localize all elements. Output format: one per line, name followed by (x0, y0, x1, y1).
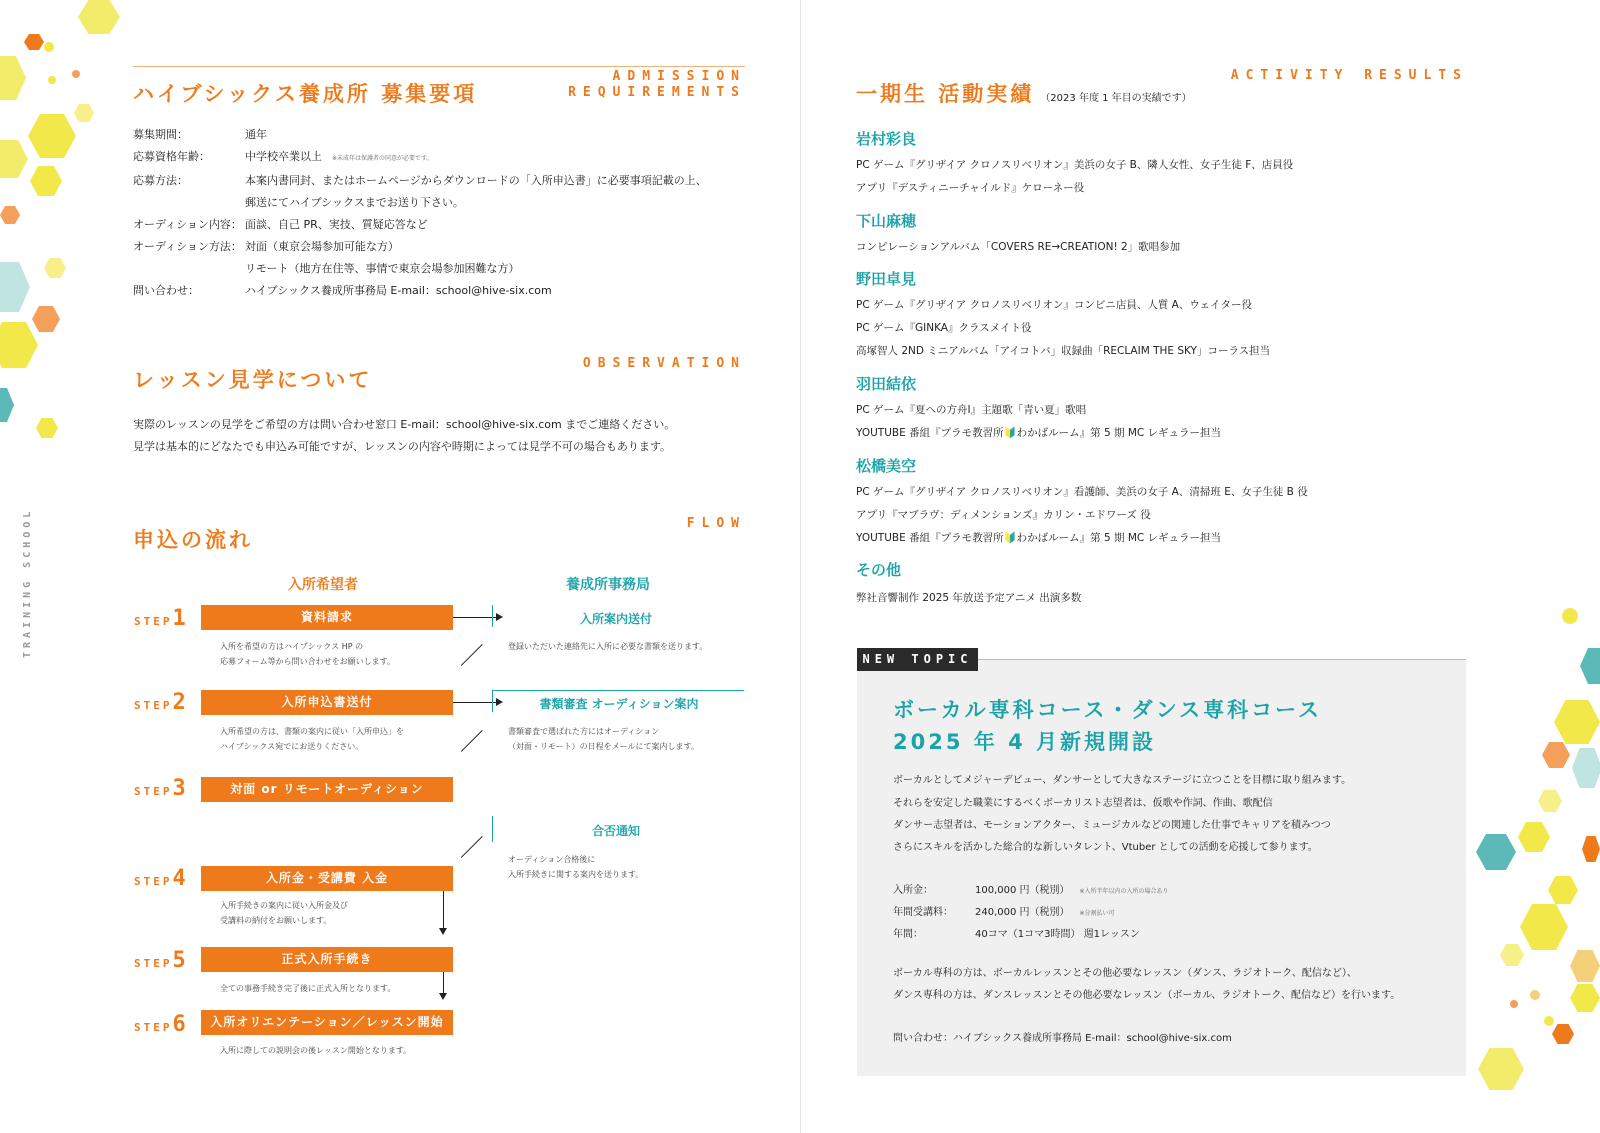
member-name: 下山麻穂 (856, 212, 917, 230)
down-arrow (443, 972, 444, 994)
office-step-1: 入所案内送付 (579, 612, 652, 626)
office-step-2-note: 書類審査で選ばれた方にはオーディション （対面・リモート）の日程をメールにて案内します。 (508, 727, 699, 751)
admission-row: リモート（地方在住等、事情で東京会場参加困難な方） (245, 262, 520, 275)
step-2-note: 入所希望の方は、書類の案内に従い「入所申込」を ハイブシックス宛でにお送りください。 (220, 727, 404, 751)
member-name: 羽田結依 (856, 375, 917, 393)
member-credit: PC ゲーム『GINKA』クラスメイト役 (856, 322, 1032, 334)
office-step-3-note: オーディション合格後に 入所手続きに関する案内を送ります。 (508, 855, 644, 879)
step-1-bar: 資料請求 (201, 605, 453, 630)
spine-label: TRAINING SCHOOL (22, 507, 33, 658)
arrow-head (496, 613, 503, 621)
arrow-head (439, 993, 447, 1000)
office-column-heading: 養成所事務局 (566, 577, 650, 593)
topic-contact: 問い合わせ：ハイブシックス養成所事務局 E-mail：school@hive-six.com (893, 1033, 1232, 1044)
topic-title-line-1: ボーカル専科コース・ダンス専科コース (893, 698, 1323, 722)
member-credit: 弊社音響制作 2025 年放送予定アニメ 出演多数 (856, 592, 1082, 604)
member-credit: YOUTUBE 番組『プラモ教習所🔰わかばルーム』第 5 期 MC レギュラー担当 (856, 532, 1222, 544)
arrow-head (496, 698, 503, 706)
flow-title-en: FLOW (686, 516, 746, 531)
admission-row: 募集期間： 通年 (133, 128, 267, 141)
member-name: その他 (856, 561, 902, 579)
member-credit: コンピレーションアルバム「COVERS RE→CREATION! 2」歌唱参加 (856, 241, 1181, 253)
step-5-note: 全ての事務手続き完了後に正式入所となります。 (220, 984, 396, 993)
observation-title: レッスン見学について (133, 368, 373, 392)
fee-row: 年間受講料： 240,000 円（税別） ※分割払い可 (893, 907, 1115, 918)
step-3-bar: 対面 or リモートオーディション (201, 777, 453, 802)
down-arrow (443, 891, 444, 929)
admission-rule (133, 66, 745, 67)
activity-title-en: ACTIVITY RESULTS (1230, 68, 1468, 83)
observation-title-en: OBSERVATION (582, 356, 746, 371)
observation-line: 実際のレッスンの見学をご希望の方は問い合わせ窓口 E-mail：school@hive-six.com までご連絡ください。 (133, 418, 676, 431)
activity-title: 一期生 活動実績 （2023 年度 1 年目の実績です） (856, 82, 1192, 106)
topic-title-line-2: 2025 年 4 月新規開設 (893, 730, 1156, 754)
step-6-note: 入所に際しての説明会の後レッスン開始となります。 (220, 1046, 412, 1055)
topic-body-line: さらにスキルを活かした総合的な新しいタレント、Vtuber としての活動を応援して参ります。 (893, 842, 1318, 853)
applicant-column-heading: 入所希望者 (288, 577, 358, 593)
member-credit: PC ゲーム『グリザイア クロノスリベリオン』コンビニ店員、人質 A、ウェイター役 (856, 299, 1252, 311)
step-label: STEP3 (134, 776, 186, 801)
step-2-bar: 入所申込書送付 (201, 690, 453, 715)
step-label: STEP1 (134, 606, 186, 631)
office-step-1-note: 登録いただいた連絡先に入所に必要な書類を送ります。 (508, 642, 708, 651)
step-1-arrow (453, 617, 497, 618)
member-credit: YOUTUBE 番組『プラモ教習所🔰わかばルーム』第 5 期 MC レギュラー担当 (856, 427, 1222, 439)
member-credit: PC ゲーム『夏への方舟Ⅰ』主題歌「青い夏」歌唱 (856, 404, 1087, 416)
admission-row: オーディション内容： 面談、自己 PR、実技、質疑応答など (133, 218, 428, 231)
observation-line: 見学は基本的にどなたでも申込み可能ですが、レッスンの内容や時期によっては見学不可の場合もあります。 (133, 440, 672, 453)
admission-row: オーディション方法： 対面（東京会場参加可能な方） (133, 240, 399, 253)
step-6-bar: 入所オリエンテーション／レッスン開始 (201, 1010, 453, 1035)
topic-body-line: ダンサー志望者は、モーションアクター、ミュージカルなどの関連した仕事でキャリアを積みつつ (893, 820, 1331, 831)
step-label: STEP5 (134, 948, 186, 973)
fee-row: 入所金： 100,000 円（税別） ※入所半年以内の入所の場合あり (893, 885, 1169, 896)
office-divider (492, 816, 493, 842)
member-name: 松橋美空 (856, 457, 917, 475)
new-topic-tag: NEW TOPIC (857, 648, 978, 671)
admission-row: 郵送にてハイブシックスまでお送り下さい。 (245, 196, 464, 209)
member-name: 野田卓見 (856, 270, 917, 288)
observation-text (133, 414, 675, 458)
flow-title: 申込の流れ (133, 528, 253, 552)
member-credit: PC ゲーム『グリザイア クロノスリベリオン』看護師、美浜の女子 A、清掃班 E、女子生徒 B 役 (856, 486, 1308, 498)
step-2-arrow (453, 702, 497, 703)
topic-rule (978, 659, 1466, 660)
admission-row: 応募資格年齢： 中学校卒業以上 ※未成年は保護者の同意が必要です。 (133, 150, 433, 163)
step-label: STEP4 (134, 866, 186, 891)
office-step-2: 書類審査 オーディション案内 (539, 697, 699, 711)
member-credit: 高塚智人 2ND ミニアルバム「アイコトバ」収録曲「RECLAIM THE SKY」コーラス担当 (856, 345, 1271, 357)
office-step-3: 合否通知 (591, 824, 640, 838)
admission-table (133, 124, 707, 302)
office-divider (492, 690, 493, 712)
step-4-bar: 入所金・受講費 入金 (201, 866, 453, 891)
member-name: 岩村彩良 (856, 130, 917, 148)
member-credit: PC ゲーム『グリザイア クロノスリベリオン』美浜の女子 B、隣人女性、女子生徒 F、店員役 (856, 159, 1294, 171)
admission-title-en: ADMISSION REQUIREMENTS (568, 69, 746, 100)
admission-row: 問い合わせ： ハイブシックス養成所事務局 E-mail：school@hive-six.com (133, 284, 552, 297)
course-line: ダンス専科の方は、ダンスレッスンとその他必要なレッスン（ボーカル、ラジオトーク、配信など）を行います。 (893, 990, 1401, 1001)
step-4-note: 入所手続きの案内に従い入所金及び 受講料の納付をお願いします。 (220, 901, 348, 925)
arrow-head (439, 928, 447, 935)
step-1-note: 入所を希望の方はハイブシックス HP の 応募フォーム等から問い合わせをお願いします。 (220, 642, 395, 666)
step-5-bar: 正式入所手続き (201, 947, 453, 972)
step-label: STEP2 (134, 690, 186, 715)
topic-body-line: それらを安定した職業にするべくボーカリスト志望者は、仮歌や作詞、作曲、歌配信 (893, 798, 1273, 809)
member-credit: アプリ『デスティニーチャイルド』ケローネー役 (856, 182, 1085, 194)
admission-row: 応募方法： 本案内書同封、またはホームページからダウンロードの「入所申込書」に必要事項記載の上、 (133, 174, 707, 187)
member-credit: アプリ『マブラヴ：ディメンションズ』カリン・エドワーズ 役 (856, 509, 1151, 521)
topic-body-line: ボーカルとしてメジャーデビュー、ダンサーとして大きなステージに立つことを目標に取り組みます。 (893, 775, 1352, 786)
course-line: ボーカル専科の方は、ボーカルレッスンとその他必要なレッスン（ダンス、ラジオトーク、配信など）、 (893, 968, 1357, 979)
office-divider (492, 605, 493, 627)
step-label: STEP6 (134, 1012, 186, 1037)
admission-title: ハイブシックス養成所 募集要項 (133, 82, 478, 106)
fee-row: 年間： 40コマ（1コマ3時間） 週1レッスン (893, 929, 1140, 940)
office-divider-top (492, 690, 744, 691)
